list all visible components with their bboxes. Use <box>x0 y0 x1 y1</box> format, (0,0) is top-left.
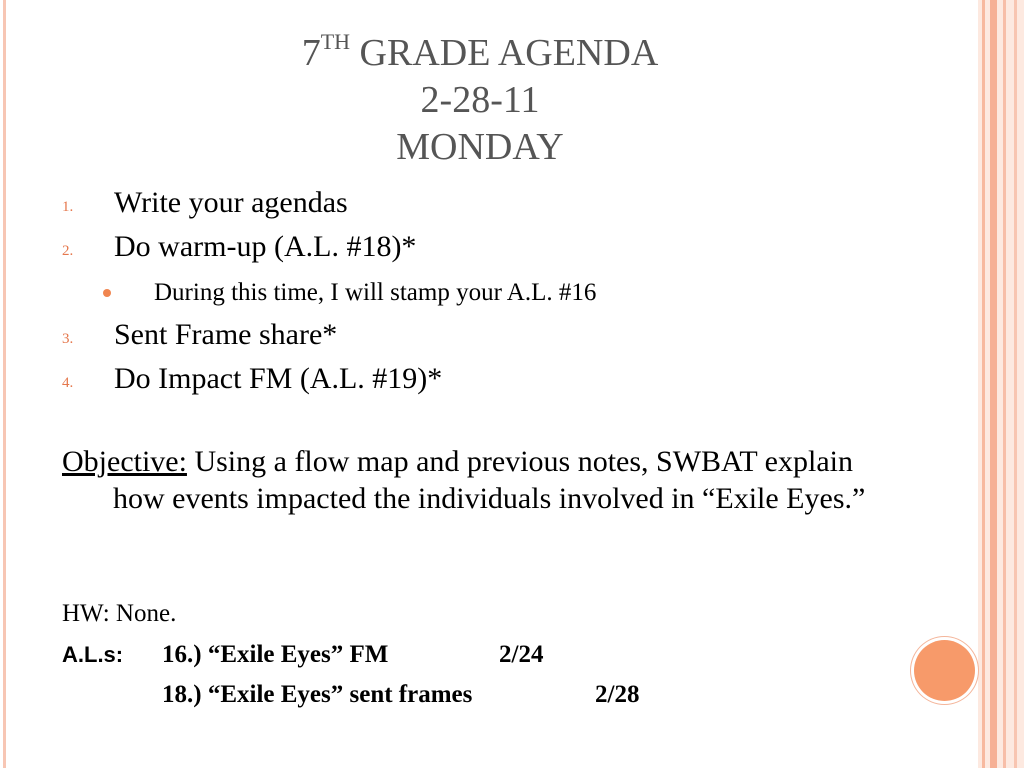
als-entry-text: 16.) “Exile Eyes” FM <box>162 641 389 668</box>
objective-label: Objective: <box>62 445 187 478</box>
decorative-circle <box>914 640 975 701</box>
title-date: 2-28-11 <box>420 79 540 121</box>
list-item-text: Sent Frame share* <box>114 318 338 351</box>
list-item <box>62 183 862 227</box>
list-subitem <box>62 271 862 315</box>
als-entry-text: 18.) “Exile Eyes” sent frames <box>162 681 473 708</box>
list-item-text: Do warm-up (A.L. #18)* <box>114 230 417 263</box>
als-row-2 <box>162 679 640 711</box>
als-label: A.L.s: <box>62 642 124 667</box>
list-number: 1. <box>62 199 74 215</box>
list-item-text: Write your agendas <box>114 186 348 219</box>
agenda-list <box>62 183 862 403</box>
left-decorative-bar <box>3 0 6 768</box>
list-number: 2. <box>62 243 74 259</box>
list-item-text: Do Impact FM (A.L. #19)* <box>114 362 443 395</box>
objective-paragraph <box>62 443 893 517</box>
title-grade-suffix: TH <box>320 29 351 55</box>
list-number: 3. <box>62 331 74 347</box>
title-line-1 <box>160 30 800 77</box>
list-number: 4. <box>62 375 74 391</box>
title-grade-number: 7 <box>301 32 321 74</box>
slide-title <box>160 30 800 171</box>
list-item <box>62 227 862 271</box>
right-decorative-stripe <box>982 0 985 768</box>
title-grade-agenda: GRADE AGENDA <box>350 32 659 74</box>
right-decorative-stripe <box>990 0 997 768</box>
list-subitem-text: During this time, I will stamp your A.L. #16 <box>154 279 597 306</box>
right-decorative-stripe <box>1003 0 1006 768</box>
right-decorative-stripe <box>1014 0 1017 768</box>
objective-text: Using a flow map and previous notes, SWBAT explain how events impacted the individuals involved in “Exile Eyes.” <box>113 445 866 515</box>
als-entry-date: 2/24 <box>499 641 544 668</box>
bullet-icon <box>103 289 111 297</box>
homework-line: HW: None. <box>62 600 177 627</box>
list-item <box>62 359 862 403</box>
als-entry-date: 2/28 <box>595 681 640 708</box>
list-item <box>62 315 862 359</box>
title-weekday: MONDAY <box>396 126 564 168</box>
